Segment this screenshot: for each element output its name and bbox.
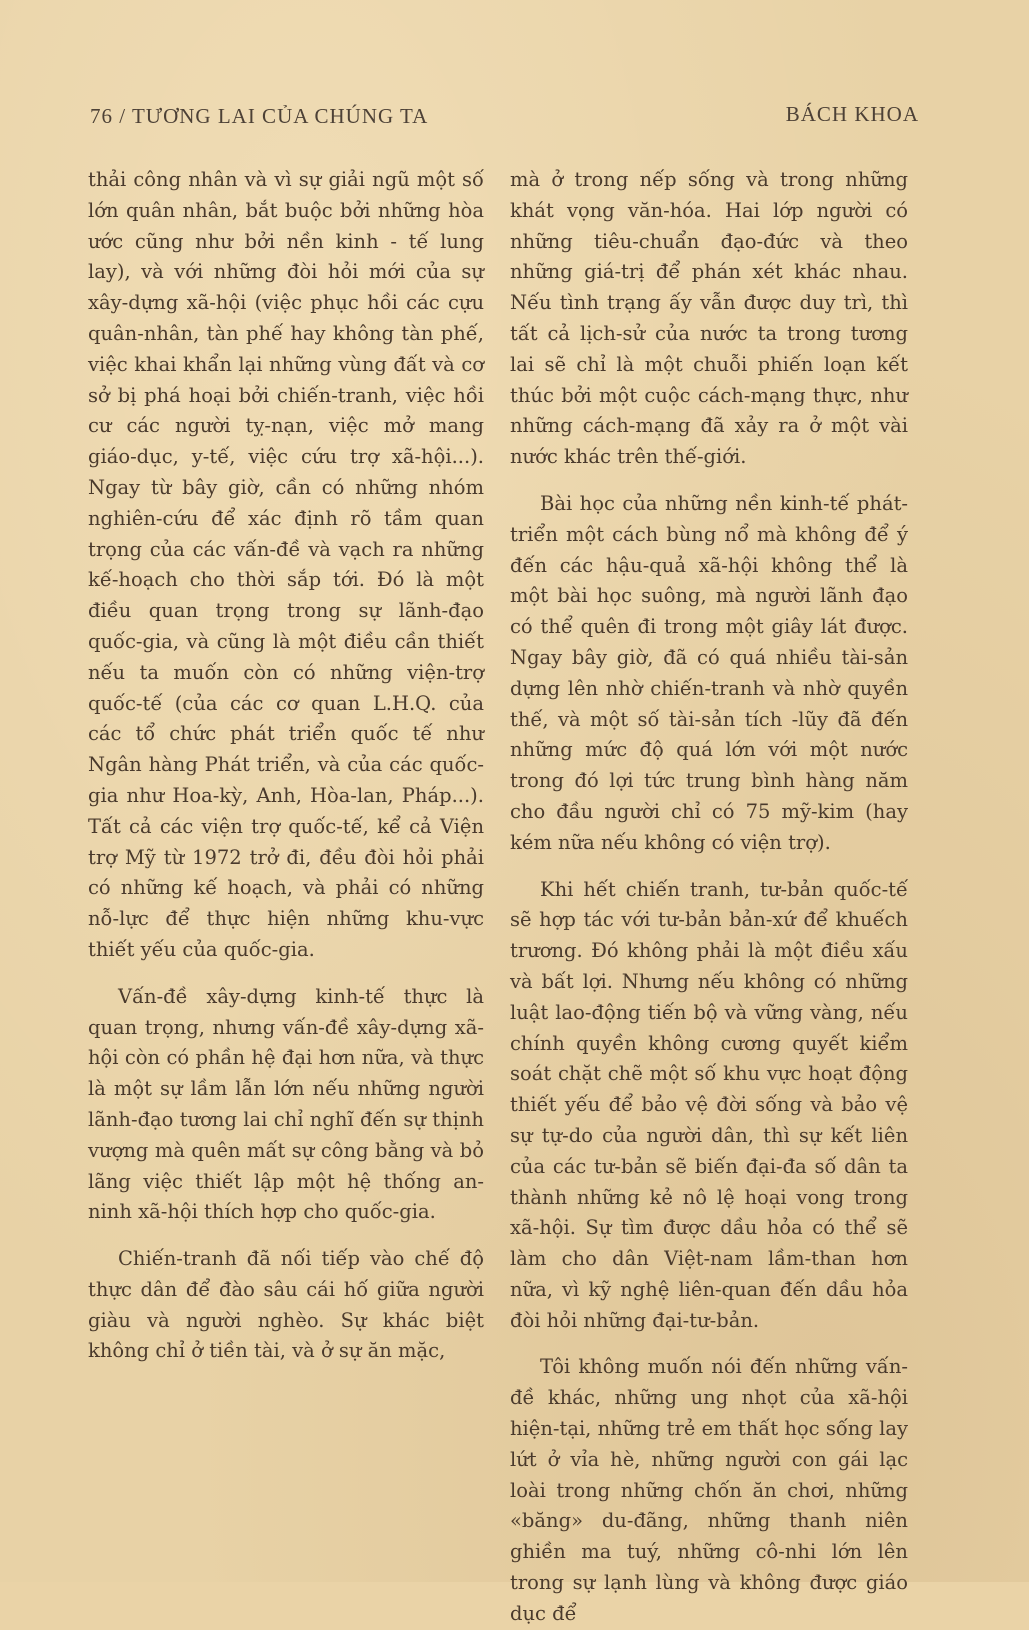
- paragraph: Bài học của những nền kinh-tế phát-triển một cách bùng nổ mà không để ý đến các hậu-quả xã-hội không thể là một bài học suông, mà người lãnh đạo có thể quên đi trong một giây lát được. Ngay bây giờ, đã có quá nhiều tài-sản dựng lên nhờ chiến-tranh và nhờ quyền thế, và một số tài-sản tích -lũy đã đến những mức độ quá lớn với một nước trong đó lợi tức trung bình hàng năm cho đầu người chỉ có 75 mỹ-kim (hay kém nữa nếu không có viện trợ).: [510, 491, 908, 854]
- running-header: [90, 100, 919, 136]
- paragraph: Vấn-đề xây-dựng kinh-tế thực là quan trọng, nhưng vấn-đề xây-dựng xã-hội còn có phần hệ đại hơn nữa, và thực là một sự lầm lẫn lớn nếu những người lãnh-đạo tương lai chỉ nghĩ đến sự thịnh vượng mà quên mất sự công bằng và bỏ lãng việc thiết lập một hệ thống an-ninh xã-hội thích hợp cho quốc-gia.: [88, 984, 484, 1224]
- paragraph: Tôi không muốn nói đến những vấn-đề khác, những ung nhọt của xã-hội hiện-tại, những trẻ em thất học sống lay lứt ở vỉa hè, những người con gái lạc loài trong những chốn ăn chơi, những «băng» du-đãng, những thanh niên ghiền ma tuý, những cô-nhi lớn lên trong sự lạnh lùng và không được giáo dục để: [510, 1355, 908, 1625]
- paragraph: Khi hết chiến tranh, tư-bản quốc-tế sẽ hợp tác với tư-bản bản-xứ để khuếch trương. Đó không phải là một điều xấu và bất lợi. Nhưng nếu không có những luật lao-động tiến bộ và vững vàng, nếu chính quyền không cương quyết kiểm soát chặt chẽ một số khu vực hoạt động thiết yếu để bảo vệ đời sống và bảo vệ sự tự-do của người dân, thì sự kết liên của các tư-bản sẽ biến đại-đa số dân ta thành những kẻ nô lệ hoại vong trong xã-hội. Sự tìm được dầu hỏa có thể sẽ làm cho dân Việt-nam lầm-than hơn nữa, vì kỹ nghệ liên-quan đến dầu hỏa đòi hỏi những đại-tư-bản.: [510, 877, 908, 1332]
- paragraph: mà ở trong nếp sống và trong những khát vọng văn-hóa. Hai lớp người có những tiêu-chuẩn đạo-đức và theo những giá-trị để phán xét khác nhau. Nếu tình trạng ấy vẫn được duy trì, thì tất cả lịch-sử của nước ta trong tương lai sẽ chỉ là một chuỗi phiến loạn kết thúc bởi một cuộc cách-mạng thực, như những cách-mạng đã xảy ra ở một vài nước khác trên thế-giới.: [510, 168, 908, 469]
- paragraph: Chiến-tranh đã nối tiếp vào chế độ thực dân để đào sâu cái hố giữa người giàu và người nghèo. Sự khác biệt không chỉ ở tiền tài, và ở sự ăn mặc,: [88, 1247, 484, 1363]
- left-column: [88, 165, 484, 1367]
- paragraph: thải công nhân và vì sự giải ngũ một số lớn quân nhân, bắt buộc bởi những hòa ước cũng như bởi nền kinh - tế lung lay), và với những đòi hỏi mới của sự xây-dựng xã-hội (việc phục hồi các cựu quân-nhân, tàn phế hay không tàn phế, việc khai khẩn lại những vùng đất và cơ sở bị phá hoại bởi chiến-tranh, việc hồi cư các người tỵ-nạn, việc mở mang giáo-dục, y-tế, việc cứu trợ xã-hội...). Ngay từ bây giờ, cần có những nhóm nghiên-cứu để xác định rõ tầm quan trọng của các vấn-đề và vạch ra những kế-hoạch cho thời sắp tới. Đó là một điều quan trọng trong sự lãnh-đạo quốc-gia, và cũng là một điều cần thiết nếu ta muốn còn có những viện-trợ quốc-tế (của các cơ quan L.H.Q. của các tổ chức phát triển quốc tế như Ngân hàng Phát triển, và của các quốc-gia như Hoa-kỳ, Anh, Hòa-lan, Pháp...). Tất cả các viện trợ quốc-tế, kể cả Viện trợ Mỹ từ 1972 trở đi, đều đòi hỏi phải có những kế hoạch, và phải có những nỗ-lực để thực hiện những khu-vực thiết yếu của quốc-gia.: [88, 168, 484, 961]
- header-page-title: 76 / TƯƠNG LAI CỦA CHÚNG TA: [90, 104, 429, 128]
- header-magazine-name: BÁCH KHOA: [785, 102, 919, 126]
- right-column: [510, 165, 908, 1630]
